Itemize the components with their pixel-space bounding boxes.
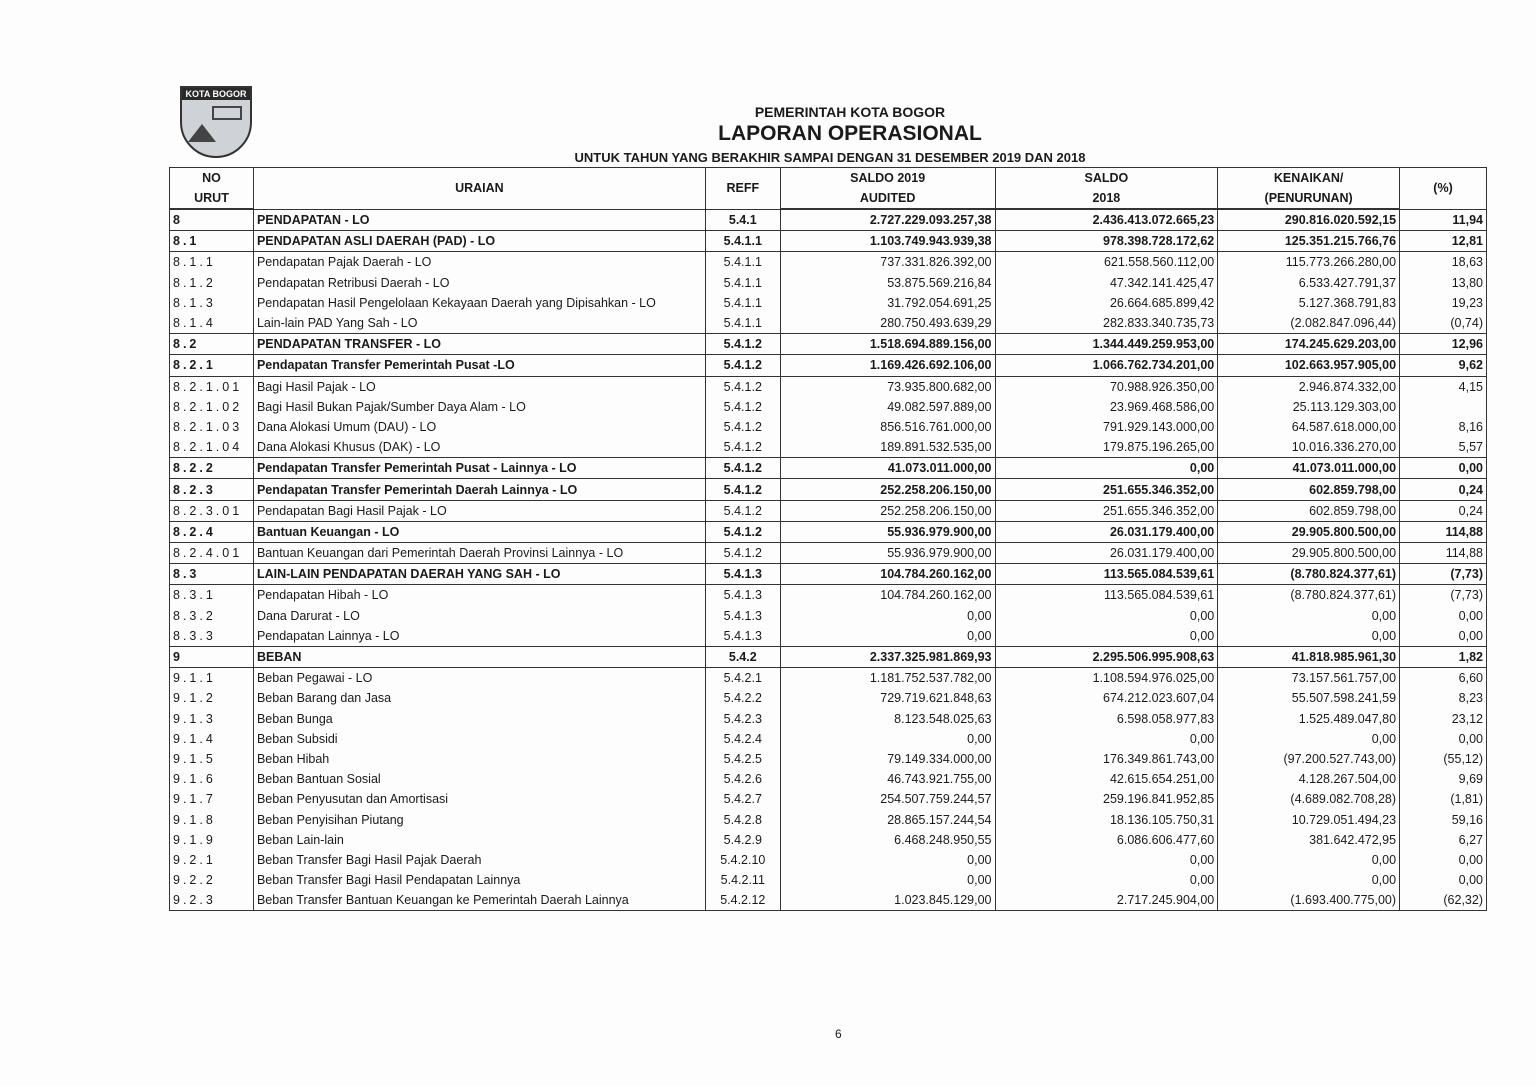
table-row	[170, 890, 1487, 911]
col-no: NO	[170, 168, 254, 189]
cell-pct: 6,60	[1400, 668, 1487, 689]
table-row	[170, 850, 1487, 870]
table-row	[170, 437, 1487, 458]
cell-s2018: 2.717.245.904,00	[995, 890, 1218, 911]
cell-pct: (55,12)	[1400, 749, 1487, 769]
cell-reff: 5.4.1.2	[705, 355, 780, 376]
cell-reff: 5.4.1.1	[705, 252, 780, 273]
cell-s2018: 70.988.926.350,00	[995, 376, 1218, 397]
table-row	[170, 521, 1487, 542]
cell-s2019: 0,00	[780, 626, 995, 647]
cell-s2019: 2.337.325.981.869,93	[780, 646, 995, 667]
cell-s2018: 1.066.762.734.201,00	[995, 355, 1218, 376]
cell-s2019: 1.181.752.537.782,00	[780, 668, 995, 689]
cell-reff: 5.4.2.6	[705, 769, 780, 789]
cell-uraian: Beban Barang dan Jasa	[253, 688, 705, 708]
cell-reff: 5.4.2.12	[705, 890, 780, 911]
cell-pct: 19,23	[1400, 293, 1487, 313]
cell-s2018: 42.615.654.251,00	[995, 769, 1218, 789]
cell-uraian: Dana Alokasi Khusus (DAK) - LO	[253, 437, 705, 458]
cell-uraian: Bantuan Keuangan dari Pemerintah Daerah Provinsi Lainnya - LO	[253, 543, 705, 564]
table-row	[170, 606, 1487, 626]
cell-no: 9.1.6	[170, 769, 254, 789]
cell-diff: 0,00	[1218, 850, 1400, 870]
cell-s2018: 26.031.179.400,00	[995, 543, 1218, 564]
table-row	[170, 417, 1487, 437]
cell-uraian: Beban Transfer Bagi Hasil Pendapatan Lainnya	[253, 870, 705, 890]
cell-diff: 1.525.489.047,80	[1218, 709, 1400, 729]
cell-no: 9.1.4	[170, 729, 254, 749]
cell-diff: (8.780.824.377,61)	[1218, 564, 1400, 585]
cell-reff: 5.4.1.3	[705, 626, 780, 647]
cell-pct: (7,73)	[1400, 564, 1487, 585]
cell-no: 8.2.4	[170, 521, 254, 542]
cell-reff: 5.4.2.8	[705, 809, 780, 829]
cell-pct: (0,74)	[1400, 313, 1487, 334]
cell-uraian: Pendapatan Lainnya - LO	[253, 626, 705, 647]
cell-s2018: 674.212.023.607,04	[995, 688, 1218, 708]
cell-uraian: Pendapatan Pajak Daerah - LO	[253, 252, 705, 273]
cell-s2018: 176.349.861.743,00	[995, 749, 1218, 769]
cell-no: 8.3.2	[170, 606, 254, 626]
cell-reff: 5.4.2.2	[705, 688, 780, 708]
cell-pct: 0,24	[1400, 479, 1487, 500]
cell-no: 8.2.2	[170, 458, 254, 479]
cell-uraian: Dana Alokasi Umum (DAU) - LO	[253, 417, 705, 437]
cell-pct: (7,73)	[1400, 585, 1487, 606]
cell-uraian: Beban Hibah	[253, 749, 705, 769]
cell-s2018: 18.136.105.750,31	[995, 809, 1218, 829]
cell-diff: (2.082.847.096,44)	[1218, 313, 1400, 334]
cell-reff: 5.4.2.3	[705, 709, 780, 729]
cell-pct: 8,23	[1400, 688, 1487, 708]
cell-s2018: 621.558.560.112,00	[995, 252, 1218, 273]
table-row	[170, 313, 1487, 334]
cell-no: 8.1.2	[170, 273, 254, 293]
cell-s2019: 6.468.248.950,55	[780, 830, 995, 850]
cell-diff: 25.113.129.303,00	[1218, 397, 1400, 417]
cell-no: 8.1.3	[170, 293, 254, 313]
cell-no: 9.1.2	[170, 688, 254, 708]
cell-diff: 5.127.368.791,83	[1218, 293, 1400, 313]
table-row	[170, 209, 1487, 231]
cell-diff: (8.780.824.377,61)	[1218, 585, 1400, 606]
cell-pct: 114,88	[1400, 521, 1487, 542]
cell-reff: 5.4.1.2	[705, 458, 780, 479]
cell-reff: 5.4.1.3	[705, 585, 780, 606]
cell-no: 8	[170, 209, 254, 231]
cell-reff: 5.4.1.1	[705, 273, 780, 293]
cell-uraian: Pendapatan Hasil Pengelolaan Kekayaan Daerah yang Dipisahkan - LO	[253, 293, 705, 313]
cell-uraian: Beban Subsidi	[253, 729, 705, 749]
cell-uraian: PENDAPATAN TRANSFER - LO	[253, 334, 705, 355]
col-uraian: URAIAN	[253, 168, 705, 210]
cell-s2019: 1.023.845.129,00	[780, 890, 995, 911]
cell-diff: 174.245.629.203,00	[1218, 334, 1400, 355]
cell-diff: 4.128.267.504,00	[1218, 769, 1400, 789]
cell-no: 8.1	[170, 231, 254, 252]
cell-no: 9.1.3	[170, 709, 254, 729]
table-row	[170, 769, 1487, 789]
cell-s2018: 978.398.728.172,62	[995, 231, 1218, 252]
col-saldo-2019-2: AUDITED	[780, 188, 995, 209]
issuer: PEMERINTAH KOTA BOGOR	[754, 104, 946, 120]
cell-diff: 0,00	[1218, 606, 1400, 626]
cell-s2018: 47.342.141.425,47	[995, 273, 1218, 293]
table-row	[170, 458, 1487, 479]
table-row	[170, 585, 1487, 606]
cell-s2019: 8.123.548.025,63	[780, 709, 995, 729]
cell-pct: (62,32)	[1400, 890, 1487, 911]
cell-no: 9.1.1	[170, 668, 254, 689]
cell-diff: 102.663.957.905,00	[1218, 355, 1400, 376]
cell-s2018: 26.664.685.899,42	[995, 293, 1218, 313]
cell-no: 8.2.3	[170, 479, 254, 500]
cell-uraian: Pendapatan Transfer Pemerintah Daerah Lainnya - LO	[253, 479, 705, 500]
cell-pct: 0,00	[1400, 626, 1487, 647]
cell-s2018: 259.196.841.952,85	[995, 789, 1218, 809]
cell-reff: 5.4.1.1	[705, 293, 780, 313]
cell-s2018: 2.295.506.995.908,63	[995, 646, 1218, 667]
cell-s2019: 280.750.493.639,29	[780, 313, 995, 334]
cell-pct: 12,96	[1400, 334, 1487, 355]
cell-diff: 290.816.020.592,15	[1218, 209, 1400, 231]
cell-uraian: Beban Pegawai - LO	[253, 668, 705, 689]
cell-pct: 11,94	[1400, 209, 1487, 231]
cell-s2018: 113.565.084.539,61	[995, 564, 1218, 585]
cell-s2018: 251.655.346.352,00	[995, 500, 1218, 521]
cell-s2019: 189.891.532.535,00	[780, 437, 995, 458]
cell-s2018: 6.086.606.477,60	[995, 830, 1218, 850]
cell-diff: 41.818.985.961,30	[1218, 646, 1400, 667]
table-row	[170, 688, 1487, 708]
cell-uraian: Pendapatan Transfer Pemerintah Pusat - Lainnya - LO	[253, 458, 705, 479]
cell-no: 8.2	[170, 334, 254, 355]
col-saldo-2018: SALDO	[995, 168, 1218, 189]
cell-pct: 0,00	[1400, 606, 1487, 626]
cell-s2018: 6.598.058.977,83	[995, 709, 1218, 729]
cell-s2019: 55.936.979.900,00	[780, 521, 995, 542]
cell-uraian: Beban Bunga	[253, 709, 705, 729]
cell-s2019: 737.331.826.392,00	[780, 252, 995, 273]
cell-pct	[1400, 397, 1487, 417]
cell-no: 9.1.8	[170, 809, 254, 829]
report-title: LAPORAN OPERASIONAL	[718, 122, 982, 145]
cell-no: 8.2.1.04	[170, 437, 254, 458]
cell-diff: 6.533.427.791,37	[1218, 273, 1400, 293]
col-no-2: URUT	[170, 188, 254, 209]
cell-reff: 5.4.2.9	[705, 830, 780, 850]
table-row	[170, 334, 1487, 355]
cell-s2019: 46.743.921.755,00	[780, 769, 995, 789]
table-row	[170, 789, 1487, 809]
cell-reff: 5.4.2.4	[705, 729, 780, 749]
cell-reff: 5.4.1.2	[705, 397, 780, 417]
table-row	[170, 293, 1487, 313]
cell-reff: 5.4.1.3	[705, 606, 780, 626]
cell-s2019: 1.169.426.692.106,00	[780, 355, 995, 376]
cell-pct: 9,69	[1400, 769, 1487, 789]
cell-uraian: Pendapatan Bagi Hasil Pajak - LO	[253, 500, 705, 521]
cell-pct: 9,62	[1400, 355, 1487, 376]
col-saldo-2018-2: 2018	[995, 188, 1218, 209]
cell-uraian: Beban Penyusutan dan Amortisasi	[253, 789, 705, 809]
table-row	[170, 749, 1487, 769]
logo-text: KOTA BOGOR	[182, 88, 250, 100]
cell-uraian: PENDAPATAN ASLI DAERAH (PAD) - LO	[253, 231, 705, 252]
table-row	[170, 397, 1487, 417]
page-number: 6	[835, 1027, 842, 1041]
cell-s2019: 73.935.800.682,00	[780, 376, 995, 397]
cell-s2019: 79.149.334.000,00	[780, 749, 995, 769]
cell-pct: 8,16	[1400, 417, 1487, 437]
cell-s2018: 0,00	[995, 850, 1218, 870]
cell-s2019: 0,00	[780, 606, 995, 626]
cell-s2018: 282.833.340.735,73	[995, 313, 1218, 334]
cell-no: 8.1.1	[170, 252, 254, 273]
cell-s2019: 49.082.597.889,00	[780, 397, 995, 417]
table-row	[170, 626, 1487, 647]
cell-reff: 5.4.2	[705, 646, 780, 667]
cell-diff: 41.073.011.000,00	[1218, 458, 1400, 479]
cell-no: 9.1.5	[170, 749, 254, 769]
cell-uraian: Lain-lain PAD Yang Sah - LO	[253, 313, 705, 334]
cell-diff: 602.859.798,00	[1218, 500, 1400, 521]
cell-pct: 0,00	[1400, 458, 1487, 479]
cell-uraian: Bagi Hasil Bukan Pajak/Sumber Daya Alam - LO	[253, 397, 705, 417]
cell-s2019: 252.258.206.150,00	[780, 500, 995, 521]
cell-diff: 29.905.800.500,00	[1218, 543, 1400, 564]
cell-s2018: 2.436.413.072.665,23	[995, 209, 1218, 231]
table-row	[170, 709, 1487, 729]
cell-s2018: 0,00	[995, 870, 1218, 890]
col-kenaikan: KENAIKAN/	[1218, 168, 1400, 189]
operational-report-table	[169, 167, 1487, 911]
cell-pct: 12,81	[1400, 231, 1487, 252]
cell-uraian: Pendapatan Retribusi Daerah - LO	[253, 273, 705, 293]
table-row	[170, 376, 1487, 397]
cell-s2019: 856.516.761.000,00	[780, 417, 995, 437]
table-body	[170, 209, 1487, 911]
cell-s2019: 53.875.569.216,84	[780, 273, 995, 293]
cell-no: 8.2.3.01	[170, 500, 254, 521]
cell-uraian: PENDAPATAN - LO	[253, 209, 705, 231]
cell-pct: 59,16	[1400, 809, 1487, 829]
cell-s2019: 254.507.759.244,57	[780, 789, 995, 809]
cell-diff: 0,00	[1218, 870, 1400, 890]
cell-reff: 5.4.2.1	[705, 668, 780, 689]
cell-uraian: Beban Transfer Bantuan Keuangan ke Pemerintah Daerah Lainnya	[253, 890, 705, 911]
cell-no: 8.2.1.02	[170, 397, 254, 417]
table-row	[170, 355, 1487, 376]
cell-reff: 5.4.1.2	[705, 500, 780, 521]
cell-reff: 5.4.1.2	[705, 417, 780, 437]
col-saldo-2019: SALDO 2019	[780, 168, 995, 189]
cell-reff: 5.4.1.2	[705, 437, 780, 458]
cell-uraian: Pendapatan Transfer Pemerintah Pusat -LO	[253, 355, 705, 376]
cell-pct: 5,57	[1400, 437, 1487, 458]
cell-s2018: 0,00	[995, 729, 1218, 749]
cell-diff: 73.157.561.757,00	[1218, 668, 1400, 689]
cell-no: 8.2.4.01	[170, 543, 254, 564]
cell-s2019: 0,00	[780, 850, 995, 870]
cell-s2019: 252.258.206.150,00	[780, 479, 995, 500]
table-row	[170, 809, 1487, 829]
cell-uraian: Bantuan Keuangan - LO	[253, 521, 705, 542]
cell-uraian: Pendapatan Hibah - LO	[253, 585, 705, 606]
cell-pct: 0,00	[1400, 870, 1487, 890]
cell-reff: 5.4.1.2	[705, 376, 780, 397]
col-pct: (%)	[1400, 168, 1487, 210]
report-period: UNTUK TAHUN YANG BERAKHIR SAMPAI DENGAN 31 DESEMBER 2019 DAN 2018	[574, 150, 1086, 165]
cell-diff: 55.507.598.241,59	[1218, 688, 1400, 708]
cell-s2019: 31.792.054.691,25	[780, 293, 995, 313]
cell-s2018: 179.875.196.265,00	[995, 437, 1218, 458]
cell-reff: 5.4.2.10	[705, 850, 780, 870]
cell-uraian: Bagi Hasil Pajak - LO	[253, 376, 705, 397]
table-row	[170, 830, 1487, 850]
cell-uraian: Beban Bantuan Sosial	[253, 769, 705, 789]
cell-uraian: Beban Lain-lain	[253, 830, 705, 850]
cell-s2019: 55.936.979.900,00	[780, 543, 995, 564]
cell-no: 9.2.2	[170, 870, 254, 890]
cell-reff: 5.4.1.3	[705, 564, 780, 585]
cell-s2018: 0,00	[995, 458, 1218, 479]
cell-no: 9.1.7	[170, 789, 254, 809]
cell-s2019: 729.719.621.848,63	[780, 688, 995, 708]
table-row	[170, 500, 1487, 521]
cell-uraian: LAIN-LAIN PENDAPATAN DAERAH YANG SAH - LO	[253, 564, 705, 585]
table-row	[170, 646, 1487, 667]
cell-diff: 0,00	[1218, 626, 1400, 647]
cell-s2018: 113.565.084.539,61	[995, 585, 1218, 606]
cell-pct: 23,12	[1400, 709, 1487, 729]
table-row	[170, 252, 1487, 273]
cell-diff: (97.200.527.743,00)	[1218, 749, 1400, 769]
cell-diff: 115.773.266.280,00	[1218, 252, 1400, 273]
cell-reff: 5.4.1.2	[705, 334, 780, 355]
table-row	[170, 543, 1487, 564]
cell-reff: 5.4.1	[705, 209, 780, 231]
cell-s2019: 104.784.260.162,00	[780, 585, 995, 606]
cell-reff: 5.4.2.5	[705, 749, 780, 769]
cell-diff: 10.016.336.270,00	[1218, 437, 1400, 458]
cell-reff: 5.4.2.7	[705, 789, 780, 809]
cell-no: 9	[170, 646, 254, 667]
cell-no: 8.2.1	[170, 355, 254, 376]
col-reff: REFF	[705, 168, 780, 210]
cell-pct: 1,82	[1400, 646, 1487, 667]
cell-s2018: 0,00	[995, 606, 1218, 626]
cell-reff: 5.4.1.1	[705, 231, 780, 252]
cell-no: 9.2.3	[170, 890, 254, 911]
table-row	[170, 479, 1487, 500]
cell-pct: 4,15	[1400, 376, 1487, 397]
cell-no: 8.2.1.01	[170, 376, 254, 397]
cell-s2019: 1.103.749.943.939,38	[780, 231, 995, 252]
cell-s2018: 1.108.594.976.025,00	[995, 668, 1218, 689]
cell-diff: 2.946.874.332,00	[1218, 376, 1400, 397]
cell-diff: 29.905.800.500,00	[1218, 521, 1400, 542]
cell-diff: (4.689.082.708,28)	[1218, 789, 1400, 809]
cell-no: 8.3.1	[170, 585, 254, 606]
cell-uraian: Beban Transfer Bagi Hasil Pajak Daerah	[253, 850, 705, 870]
cell-s2018: 251.655.346.352,00	[995, 479, 1218, 500]
cell-uraian: Beban Penyisihan Piutang	[253, 809, 705, 829]
cell-s2019: 2.727.229.093.257,38	[780, 209, 995, 231]
cell-s2018: 23.969.468.586,00	[995, 397, 1218, 417]
cell-diff: 64.587.618.000,00	[1218, 417, 1400, 437]
cell-uraian: BEBAN	[253, 646, 705, 667]
cell-no: 8.1.4	[170, 313, 254, 334]
cell-diff: 10.729.051.494,23	[1218, 809, 1400, 829]
cell-pct: 0,24	[1400, 500, 1487, 521]
cell-pct: 0,00	[1400, 729, 1487, 749]
table-row	[170, 668, 1487, 689]
cell-pct: 114,88	[1400, 543, 1487, 564]
cell-no: 8.3.3	[170, 626, 254, 647]
cell-reff: 5.4.1.2	[705, 479, 780, 500]
table-row	[170, 870, 1487, 890]
cell-diff: 381.642.472,95	[1218, 830, 1400, 850]
cell-s2018: 791.929.143.000,00	[995, 417, 1218, 437]
cell-s2019: 28.865.157.244,54	[780, 809, 995, 829]
cell-reff: 5.4.1.2	[705, 521, 780, 542]
cell-pct: 13,80	[1400, 273, 1487, 293]
cell-pct: 18,63	[1400, 252, 1487, 273]
cell-reff: 5.4.1.1	[705, 313, 780, 334]
cell-diff: 0,00	[1218, 729, 1400, 749]
cell-reff: 5.4.1.2	[705, 543, 780, 564]
cell-pct: 6,27	[1400, 830, 1487, 850]
cell-s2019: 41.073.011.000,00	[780, 458, 995, 479]
cell-no: 9.1.9	[170, 830, 254, 850]
col-kenaikan-2: (PENURUNAN)	[1218, 188, 1400, 209]
cell-s2019: 1.518.694.889.156,00	[780, 334, 995, 355]
cell-s2019: 0,00	[780, 729, 995, 749]
cell-no: 8.2.1.03	[170, 417, 254, 437]
cell-diff: (1.693.400.775,00)	[1218, 890, 1400, 911]
table-row	[170, 273, 1487, 293]
cell-uraian: Dana Darurat - LO	[253, 606, 705, 626]
table-row	[170, 729, 1487, 749]
cell-no: 9.2.1	[170, 850, 254, 870]
cell-diff: 125.351.215.766,76	[1218, 231, 1400, 252]
cell-diff: 602.859.798,00	[1218, 479, 1400, 500]
cell-s2019: 104.784.260.162,00	[780, 564, 995, 585]
cell-reff: 5.4.2.11	[705, 870, 780, 890]
table-row	[170, 231, 1487, 252]
cell-s2019: 0,00	[780, 870, 995, 890]
cell-no: 8.3	[170, 564, 254, 585]
table-row	[170, 564, 1487, 585]
cell-pct: 0,00	[1400, 850, 1487, 870]
cell-s2018: 26.031.179.400,00	[995, 521, 1218, 542]
cell-s2018: 1.344.449.259.953,00	[995, 334, 1218, 355]
cell-pct: (1,81)	[1400, 789, 1487, 809]
cell-s2018: 0,00	[995, 626, 1218, 647]
